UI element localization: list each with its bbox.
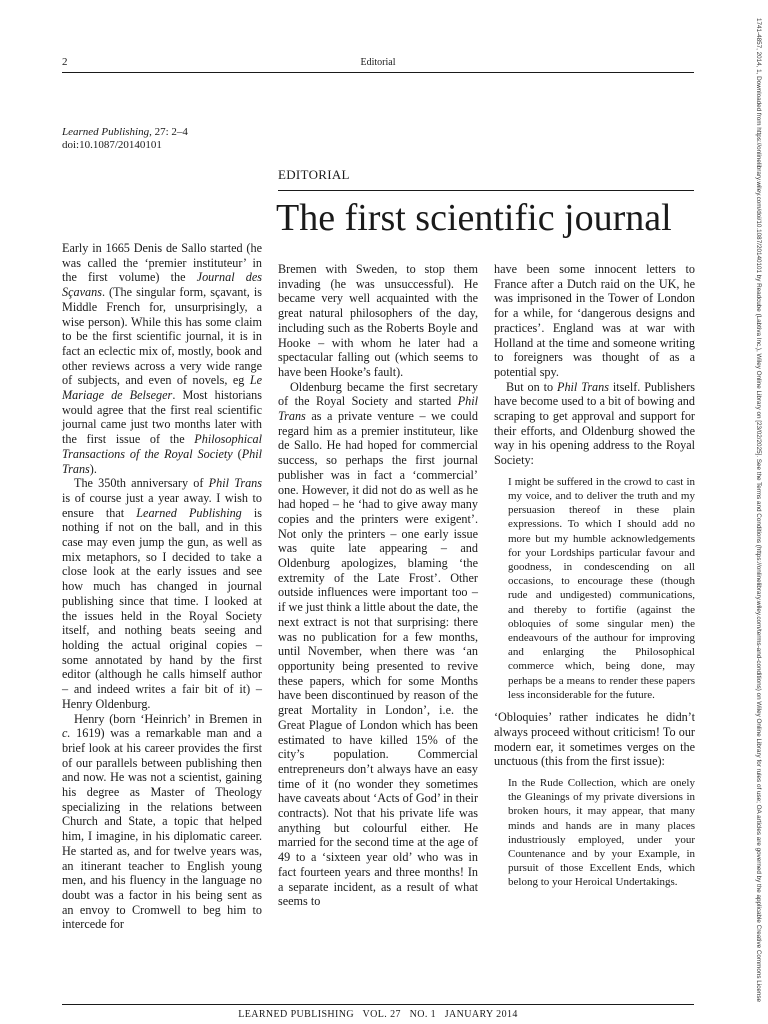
text-run: 1619) was a remarkable man and a brief look at his career provides the first of our parallels between publishing then and now. He was not a scientist, gaining his degree as Master of Theology specializing in the relations between Church and State, a topic that helped him, I imagine, in his diplomatic career. He started as, and for twelve years was, an itinerant teacher to English young men, and his fluency in the language no doubt was a factor in his being sent as an envoy to Cromwell to beg him to intercede for bbox=[62, 726, 262, 932]
italic-run: Journal des Sçavans bbox=[62, 270, 262, 300]
citation-journal: Learned Publishing bbox=[62, 126, 150, 138]
italic-run: Phil Trans bbox=[278, 394, 478, 424]
italic-run: Learned Publishing bbox=[136, 505, 242, 520]
title-rule bbox=[278, 190, 694, 191]
citation-doi: doi:10.1087/20140101 bbox=[62, 139, 162, 151]
section-label: EDITORIAL bbox=[278, 167, 350, 182]
text-run: . (The singular form, sçavant, is Middle French for, unsurprisingly, a wise person). While this has some claim to be the first scientific journal, it is in fact an eclectic mix of, mostly, book and other reviews across a very wide range of subjects, and even of novels, eg bbox=[62, 285, 262, 388]
italic-run: Phil Trans bbox=[208, 476, 262, 491]
footer-rule bbox=[62, 1004, 694, 1005]
body-column-3 bbox=[494, 262, 695, 898]
download-notice: 1741-4857, 2014, 1, Downloaded from https://onlinelibrary.wiley.com/doi/10.1087/20140101 by Readcube (Labtiva Inc.), Wiley Online Library on [23/02/2025]. See the Terms and Conditions (https://onlinelibrary.wiley.com/terms-and-conditions) on Wiley Online Library for rules of use; OA articles are governed by the applicable Creative Commons License bbox=[755, 18, 762, 1002]
text-run: Henry (born ‘Heinrich’ in Bremen in bbox=[74, 711, 262, 726]
article-title: The first scientific journal bbox=[276, 197, 672, 239]
italic-run: Phil Trans bbox=[62, 446, 263, 476]
text-run: Oldenburg became the first secretary of the Royal Society and started bbox=[278, 379, 478, 409]
text-run: is of course just a year away. I wish to ensure that bbox=[62, 490, 262, 520]
body-column-1 bbox=[62, 241, 262, 932]
page-number: 2 bbox=[62, 56, 68, 68]
paragraph: have been some innocent letters to France after a Dutch raid on the UK, he was imprisoned in the Tower of London for a while, for ‘dangerous designs and practices’. England was at war with Holland at the time and someone writing to foreigners was thought of as a potential spy. bbox=[494, 262, 695, 379]
italic-run: Le Mariage de Belseger bbox=[62, 373, 262, 403]
header-rule bbox=[62, 72, 694, 73]
text-run: The 350th anniversary of bbox=[74, 476, 209, 491]
paragraph: ‘Obloquies’ rather indicates he didn’t always proceed without criticism! To our modern ear, it sometimes verges on the unctuous (this from the first issue): bbox=[494, 710, 695, 769]
italic-run: Philosophical Transactions of the Royal Society bbox=[62, 432, 262, 461]
paragraph bbox=[62, 476, 262, 711]
paragraph bbox=[494, 380, 695, 468]
text-run: itself. Publishers have become used to a bit of bowing and scraping to get approval and support for their efforts, and Oldenburg showed the way in his opening address to the Royal Society: bbox=[494, 379, 696, 468]
citation-volume: , 27: 2–4 bbox=[149, 126, 188, 138]
paragraph: Bremen with Sweden, to stop them invading (he was unsuccessful). He became very well acquainted with the great natural philosophers of the day, including such as the Roberts Boyle and Hooke – with whom he later had a spectacular falling out (which seems to have been Hooke’s fault). bbox=[278, 262, 478, 379]
footer: LEARNED PUBLISHING VOL. 27 NO. 1 JANUARY 2014 bbox=[238, 1009, 518, 1020]
block-quote: In the Rude Collection, which are onely the Gleanings of my private diversions in broken hours, it may appear, that many minds and hands are in many places industriously employed, under your Countenance and by your Example, in pursuit of those Excellent Ends, which belong to your Heroical Undertakings. bbox=[508, 776, 695, 889]
running-head: Editorial bbox=[360, 57, 396, 68]
text-run: ( bbox=[232, 446, 242, 461]
paragraph bbox=[278, 380, 478, 909]
paragraph bbox=[62, 712, 262, 933]
text-run: as a private venture – we could regard him as a premier instituteur, like de Sallo. He had hoped for commercial success, so perhaps the first journal publisher was in fact a ‘commercial’ one. However, it did not do as well as he had hoped – he ‘had to give away many copies and the printers were exigent’. Not only the printers – one early issue was quite late appearing – and Oldenburg apologizes, blaming ‘the extremity of the Late Frost’. Other outside influences were important too – if we just think a little about the date, the next extract is not that surprising: there was no publication for a few months, until November, when there was ‘an opportunity being presented to revive these papers, which for some Months have been discontinued by reason of the great Mortality in London’, i.e. the Great Plague of London which has been estimated to have killed 15% of the city’s population. Commercial entrepreneurs don’t always have an easy time of it (no wonder they sometimes have caveats about ‘Acts of God’ in their contracts). Not that his private life was anything but colourful either. He married for the second time at the age of 49 to a ‘sixteen year old’ who was in fact fourteen years and three months! In a separate incident, as a result of what seems to bbox=[278, 409, 478, 909]
text-run: is nothing if not on the ball, and in this case may even jump the gun, as well as mix metaphors, so I decided to take a close look at the early issues and see how much has changed in journal publishing since that time. I looked at the issues held in the Royal Society itself, and nothing beats seeing and holding the actual original copies – some annotated by hand by the first editor (although he calls himself author – and indeed writes a fair bit of it) – Henry Oldenburg. bbox=[62, 505, 262, 711]
italic-run: c. bbox=[62, 726, 71, 741]
text-run: ). bbox=[89, 461, 97, 476]
italic-run: Phil Trans bbox=[557, 379, 609, 394]
text-run: But on to bbox=[506, 379, 557, 394]
text-run: Early in 1665 Denis de Sallo started (he was called the ‘premier instituteur’ in the first volume) the bbox=[62, 241, 262, 285]
citation bbox=[62, 126, 188, 152]
paragraph bbox=[62, 241, 262, 476]
text-run: . Most historians would agree that the first real scientific journal came just two months later with the first issue of the bbox=[62, 388, 262, 447]
body-column-2 bbox=[278, 262, 478, 909]
block-quote: I might be suffered in the crowd to cast in my voice, and to deliver the truth and my persuasion thereof in these plain expressions. To which I should add no more but my humble acknowledgements for your Lordships particular favour and goodness, in condescending on all occasions, to encourage these (though rude and undigested) communications, and thereby to fortifie (against the obloquies of some singular men) the endeavours of the authour for improving and enlarging the Philosophical commerce which, being done, may perhaps be a means to render these papers less inconsiderable for the future. bbox=[508, 475, 695, 701]
